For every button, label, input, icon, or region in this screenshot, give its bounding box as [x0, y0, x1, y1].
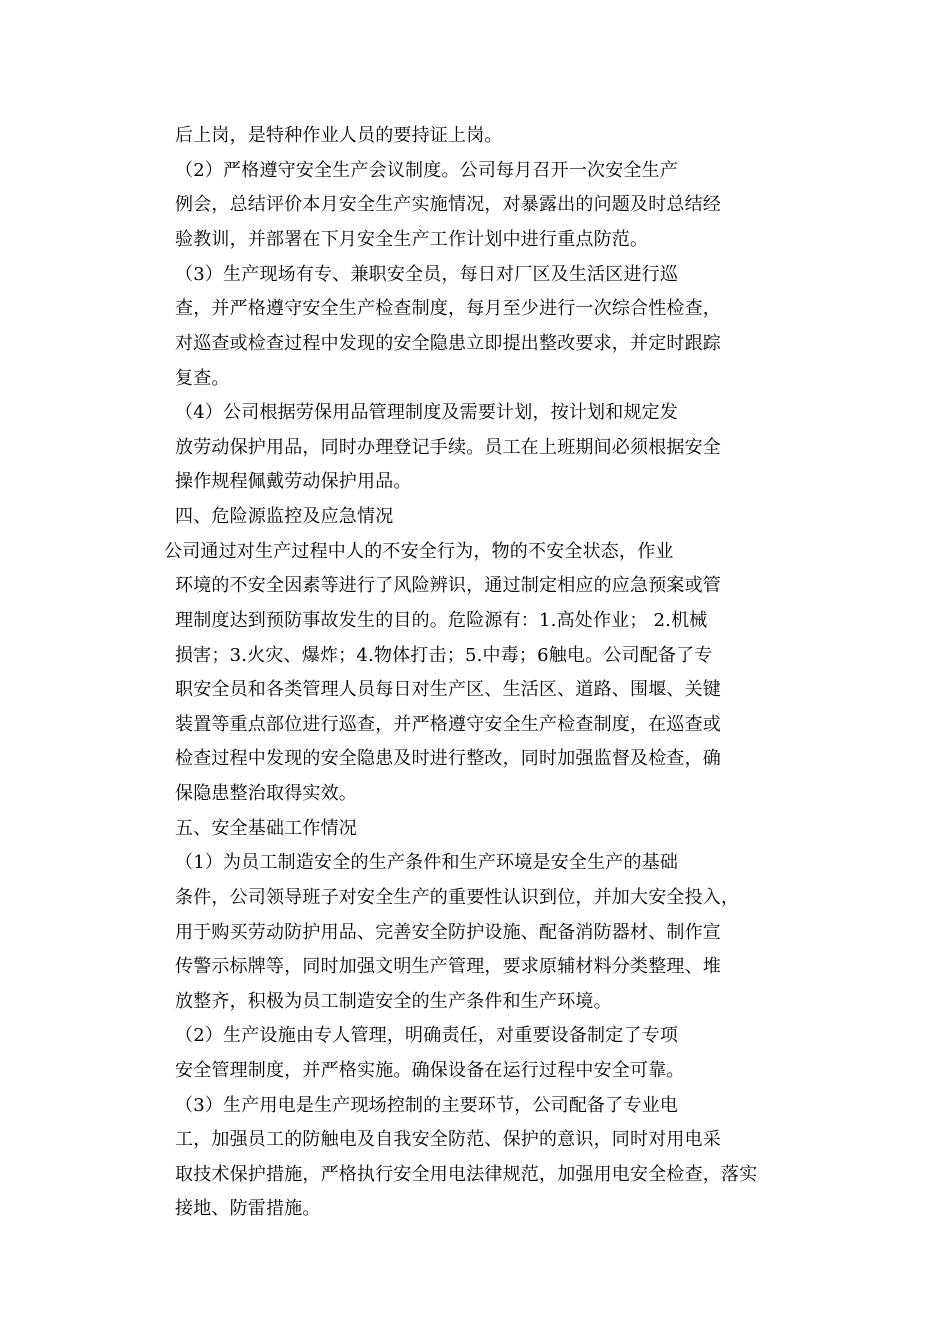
text-line: 环境的不安全因素等进行了风险辨识，通过制定相应的应急预案或管 [175, 575, 721, 596]
text-line: 工，加强员工的防触电及自我安全防范、保护的意识，同时对用电采 [175, 1129, 721, 1150]
text-line: 接地、防雷措施。 [175, 1198, 321, 1219]
text-line: 安全管理制度，并严格实施。确保设备在运行过程中安全可靠。 [175, 1060, 685, 1081]
text-line: 验教训，并部署在下月安全生产工作计划中进行重点防范。 [175, 229, 649, 250]
text-line: 例会，总结评价本月安全生产实施情况，对暴露出的问题及时总结经 [175, 194, 721, 215]
text-line: 职安全员和各类管理人员每日对生产区、生活区、道路、围堰、关键 [175, 679, 721, 700]
text-line: 取技术保护措施，严格执行安全用电法律规范，加强用电安全检查，落实 [175, 1164, 758, 1185]
text-line: （3）生产用电是生产现场控制的主要环节，公司配备了专业电 [175, 1095, 679, 1116]
text-line: 装置等重点部位进行巡查，并严格遵守安全生产检查制度，在巡查或 [175, 714, 721, 735]
text-line: 放整齐，积极为员工制造安全的生产条件和生产环境。 [175, 991, 612, 1012]
text-line: 用于购买劳动防护用品、完善安全防护设施、配备消防器材、制作宣 [175, 922, 721, 943]
text-line: （2）生产设施由专人管理，明确责任，对重要设备制定了专项 [175, 1025, 679, 1046]
text-line: （3）生产现场有专、兼职安全员，每日对厂区及生活区进行巡 [175, 264, 679, 285]
text-line: 操作规程佩戴劳动保护用品。 [175, 471, 412, 492]
section-heading: 四、危险源监控及应急情况 [175, 506, 394, 527]
text-line: 后上岗，是特种作业人员的要持证上岗。 [175, 125, 503, 146]
text-line: 理制度达到预防事故发生的目的。危险源有：1.高处作业； 2.机械 [175, 610, 708, 631]
text-line: 条件，公司领导班子对安全生产的重要性认识到位，并加大安全投入， [175, 887, 740, 908]
text-line: 对巡查或检查过程中发现的安全隐患立即提出整改要求，并定时跟踪 [175, 333, 721, 354]
text-line: 查，并严格遵守安全生产检查制度，每月至少进行一次综合性检查， [175, 298, 721, 319]
text-line: 复查。 [175, 368, 230, 389]
section-heading: 五、安全基础工作情况 [175, 818, 357, 839]
text-line: 损害；3.火灾、爆炸；4.物体打击；5.中毒；6触电。公司配备了专 [175, 645, 713, 666]
text-line: （2）严格遵守安全生产会议制度。公司每月召开一次安全生产 [175, 160, 679, 181]
text-line: 放劳动保护用品，同时办理登记手续。员工在上班期间必须根据安全 [175, 437, 721, 458]
text-line: 检查过程中发现的安全隐患及时进行整改，同时加强监督及检查，确 [175, 748, 721, 769]
text-line: （1）为员工制造安全的生产条件和生产环境是安全生产的基础 [175, 852, 679, 873]
text-line: 保隐患整治取得实效。 [175, 783, 357, 804]
text-line: 公司通过对生产过程中人的不安全行为，物的不安全状态，作业 [164, 541, 674, 562]
text-line: 传警示标牌等，同时加强文明生产管理，要求原辅材料分类整理、堆 [175, 956, 721, 977]
text-line: （4）公司根据劳保用品管理制度及需要计划，按计划和规定发 [175, 402, 679, 423]
